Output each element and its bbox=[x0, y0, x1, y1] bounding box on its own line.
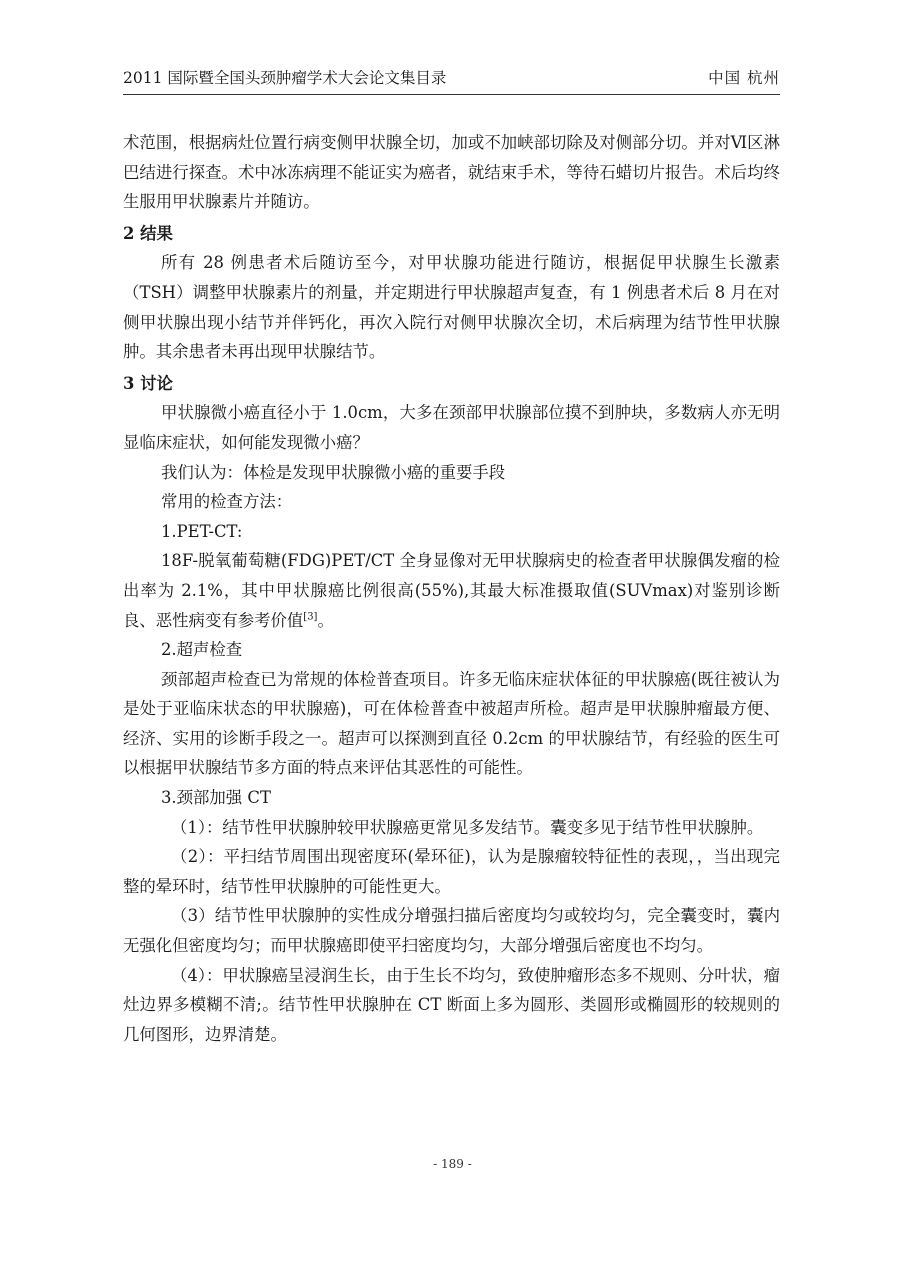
page-content bbox=[123, 128, 780, 1049]
paragraph-results: 所有 28 例患者术后随访至今，对甲状腺功能进行随访，根据促甲状腺生长激素（TSH）调整甲状腺素片的剂量，并定期进行甲状腺超声复查，有 1 例患者术后 8 月在对侧甲状腺出现小结节并伴钙化，再次入院行对侧甲状腺次全切，术后病理为结节性甲状腺肿。其余患者未再出现甲状腺结节。 bbox=[123, 253, 780, 362]
subheading-pet-ct: 1.PET-CT: bbox=[161, 521, 243, 541]
paragraph-discussion-intro: 甲状腺微小癌直径小于 1.0cm，大多在颈部甲状腺部位摸不到肿块，多数病人亦无明显临床症状，如何能发现微小癌？ bbox=[123, 403, 780, 452]
paragraph-pet-ct-end: 。 bbox=[317, 610, 334, 630]
paragraph-pet-ct bbox=[123, 546, 780, 635]
subheading-neck-ct: 3.颈部加强 CT bbox=[161, 788, 271, 808]
paragraph-methods-intro: 常用的检查方法： bbox=[161, 492, 293, 512]
header-title: 2011 国际暨全国头颈肿瘤学术大会论文集目录 bbox=[123, 69, 447, 87]
section-heading-discussion: 3 讨论 bbox=[123, 373, 173, 393]
paragraph-ultrasound: 颈部超声检查已为常规的体检普查项目。许多无临床症状体征的甲状腺癌(既往被认为是处于亚临床状态的甲状腺癌)，可在体检普查中被超声所检。超声是甲状腺肿瘤最方便、经济、实用的诊断手段之一。超声可以探测到直径 0.2cm 的甲状腺结节，有经验的医生可以根据甲状腺结节多方面的特点来评估其恶性的可能性。 bbox=[123, 669, 780, 778]
paragraph-ct-point-2: （2）：平扫结节周围出现密度环(晕环征)，认为是腺瘤较特征性的表现，，当出现完整的晕环时，结节性甲状腺肿的可能性更大。 bbox=[123, 847, 780, 896]
paragraph-ct-point-3: （3）结节性甲状腺肿的实性成分增强扫描后密度均匀或较均匀，完全囊变时，囊内无强化但密度均匀；而甲状腺癌即使平扫密度均匀，大部分增强后密度也不均匀。 bbox=[123, 906, 780, 956]
subheading-ultrasound: 2.超声检查 bbox=[161, 640, 243, 660]
running-header bbox=[123, 64, 780, 95]
citation-ref: [3] bbox=[303, 611, 318, 623]
paragraph-ct-point-1: （1）：结节性甲状腺肿较甲状腺癌更常见多发结节。囊变多见于结节性甲状腺肿。 bbox=[171, 817, 764, 837]
section-heading-results: 2 结果 bbox=[123, 223, 173, 243]
page-number: - 189 - bbox=[433, 1157, 472, 1171]
paragraph-opinion: 我们认为：体检是发现甲状腺微小癌的重要手段 bbox=[161, 462, 506, 482]
paragraph-surgery-scope: 术范围，根据病灶位置行病变侧甲状腺全切，加或不加峡部切除及对侧部分切。并对Ⅵ区淋巴结进行探查。术中冰冻病理不能证实为癌者，就结束手术，等待石蜡切片报告。术后均终生服用甲状腺素片并随访。 bbox=[123, 133, 780, 212]
paragraph-ct-point-4: （4）：甲状腺癌呈浸润生长，由于生长不均匀，致使肿瘤形态多不规则、分叶状，瘤灶边界多模糊不清;。结节性甲状腺肿在 CT 断面上多为圆形、类圆形或椭圆形的较规则的几何图形，边界清楚。 bbox=[123, 965, 780, 1044]
header-location: 中国 杭州 bbox=[708, 69, 780, 87]
paragraph-pet-ct-text: 18F-脱氧葡萄糖(FDG)PET/CT 全身显像对无甲状腺病史的检查者甲状腺偶发瘤的检出率为 2.1%，其中甲状腺癌比例很高(55%),其最大标准摄取值(SUVmax)对鉴别诊断良、恶性病变有参考价值 bbox=[123, 551, 780, 630]
